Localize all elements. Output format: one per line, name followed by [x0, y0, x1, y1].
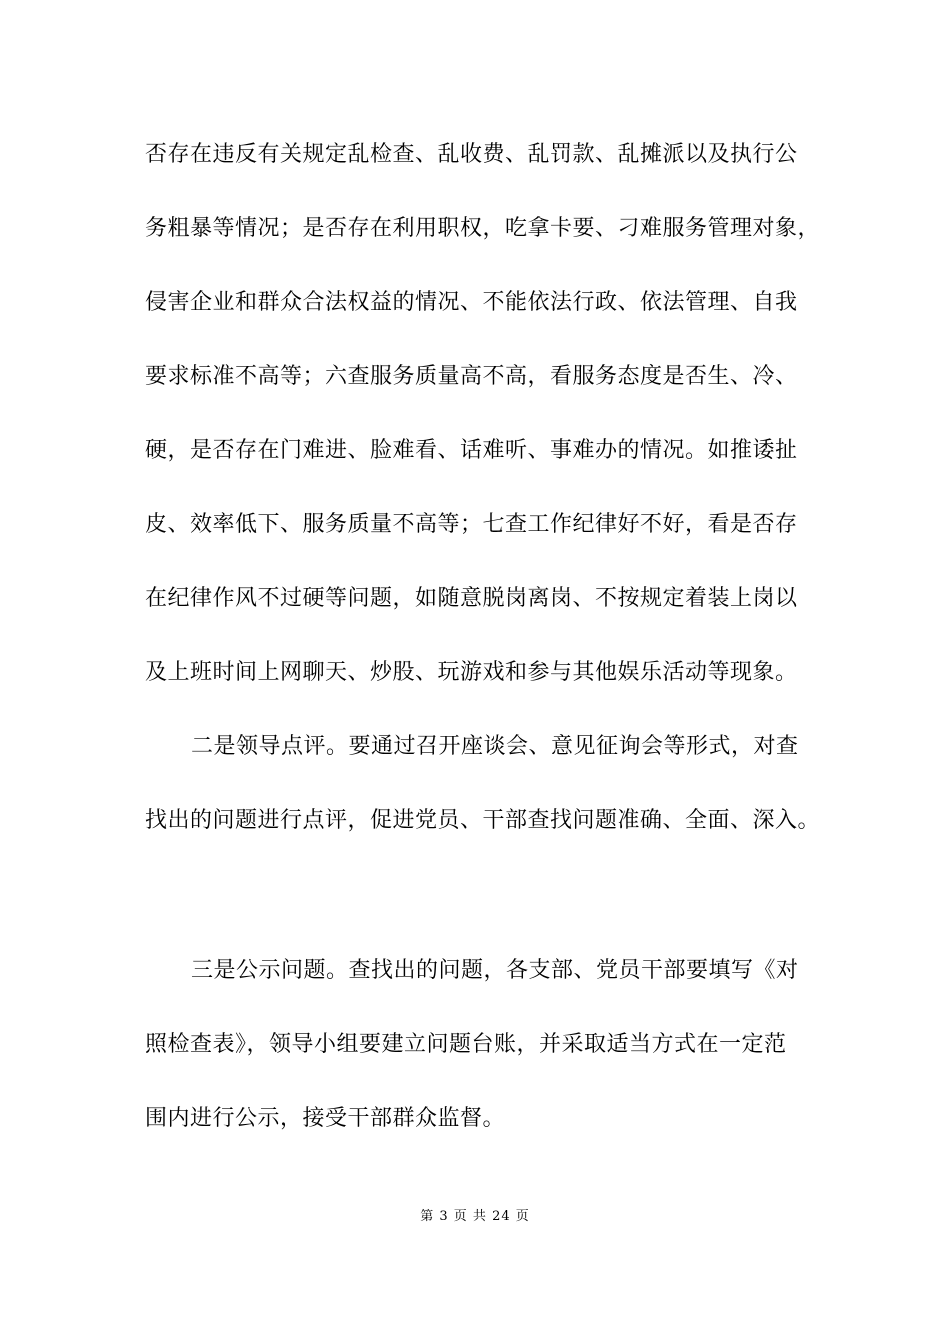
paragraph-line: 在纪律作风不过硬等问题，如随意脱岗离岗、不按规定着装上岗以 [145, 586, 798, 611]
paragraph-line: 务粗暴等情况；是否存在利用职权，吃拿卡要、刁难服务管理对象， [145, 216, 821, 241]
paragraph-line: 三是公示问题。查找出的问题，各支部、党员干部要填写《对 [191, 958, 799, 983]
footer-suffix: 页 [515, 1209, 530, 1224]
paragraph-line: 围内进行公示，接受干部群众监督。 [145, 1106, 506, 1131]
paragraph-line: 侵害企业和群众合法权益的情况、不能依法行政、依法管理、自我 [145, 290, 798, 315]
footer-prefix: 第 [420, 1209, 435, 1224]
paragraph-line: 硬，是否存在门难进、脸难看、话难听、事难办的情况。如推诿扯 [145, 438, 798, 463]
footer-total-pages: 24 [492, 1209, 511, 1224]
footer-current-page: 3 [439, 1209, 449, 1224]
paragraph-line: 及上班时间上网聊天、炒股、玩游戏和参与其他娱乐活动等现象。 [145, 660, 798, 685]
paragraph-line: 二是领导点评。要通过召开座谈会、意见征询会等形式，对查 [191, 734, 799, 759]
paragraph-line: 否存在违反有关规定乱检查、乱收费、乱罚款、乱摊派以及执行公 [145, 142, 798, 167]
paragraph-line: 要求标准不高等；六查服务质量高不高，看服务态度是否生、冷、 [145, 364, 798, 389]
paragraph-line: 找出的问题进行点评，促进党员、干部查找问题准确、全面、深入。 [145, 808, 821, 833]
paragraph-line: 照检查表》，领导小组要建立问题台账，并采取适当方式在一定范 [145, 1032, 787, 1057]
footer-middle: 页 共 [453, 1209, 487, 1224]
page-footer [0, 1208, 950, 1226]
paragraph-line: 皮、效率低下、服务质量不高等；七查工作纪律好不好，看是否存 [145, 512, 798, 537]
